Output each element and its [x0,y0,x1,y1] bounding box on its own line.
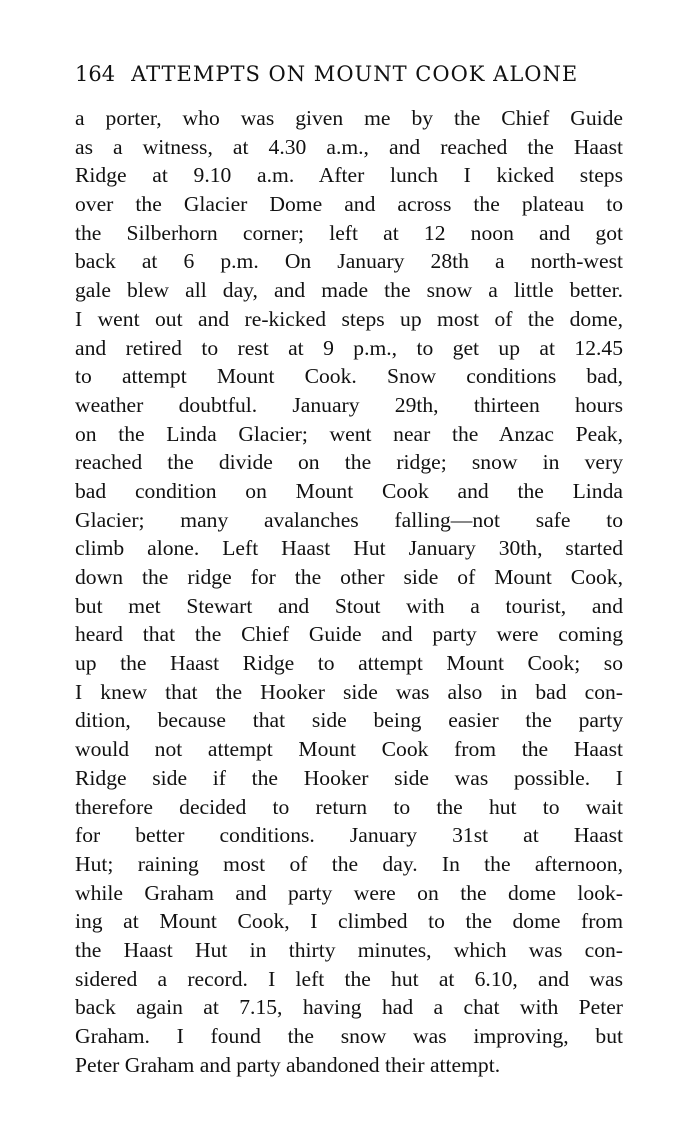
text-line: sidered a record. I left the hut at 6.10, and was [75,966,623,991]
text-line: over the Glacier Dome and across the plateau to [75,192,623,217]
text-line: Peter Graham and party abandoned their attempt. [75,1052,501,1077]
text-line: while Graham and party were on the dome look- [75,880,623,905]
text-line: ing at Mount Cook, I climbed to the dome from [75,909,623,934]
text-line: Glacier; many avalanches falling—not safe to [75,507,623,532]
text-line: on the Linda Glacier; went near the Anzac Peak, [75,421,623,446]
text-line: climb alone. Left Haast Hut January 30th, started [75,536,623,561]
text-line: up the Haast Ridge to attempt Mount Cook; so [75,651,623,676]
text-line: Graham. I found the snow was improving, but [75,1024,623,1048]
text-line: Ridge at 9.10 a.m. After lunch I kicked steps [75,163,623,188]
text-line: the Haast Hut in thirty minutes, which was con- [75,937,623,962]
body-text [75,104,623,1079]
text-line: I knew that the Hooker side was also in bad con- [75,679,623,704]
text-line: to attempt Mount Cook. Snow conditions bad, [75,364,623,389]
running-title: ATTEMPTS ON MOUNT COOK ALONE [131,62,579,86]
text-line: Ridge side if the Hooker side was possible. I [75,765,623,790]
text-line: the Silberhorn corner; left at 12 noon and got [75,220,623,245]
text-line: for better conditions. January 31st at Haast [75,823,623,848]
running-header [75,62,623,86]
text-line: reached the divide on the ridge; snow in very [75,450,623,475]
text-line: I went out and re-kicked steps up most of the dome, [75,306,623,331]
page-number: 164 [75,62,116,86]
text-line: back at 6 p.m. On January 28th a north-west [75,249,623,274]
text-line: and retired to rest at 9 p.m., to get up at 12.45 [75,335,623,360]
text-line: gale blew all day, and made the snow a little better. [75,278,623,303]
text-line: therefore decided to return to the hut to wait [75,794,623,819]
text-line: Hut; raining most of the day. In the afternoon, [75,851,623,876]
text-line: weather doubtful. January 29th, thirteen hours [75,392,623,417]
text-line: dition, because that side being easier the party [75,708,623,733]
text-line: back again at 7.15, having had a chat with Peter [75,995,623,1020]
text-line: as a witness, at 4.30 a.m., and reached the Haast [75,134,623,159]
text-line: heard that the Chief Guide and party were coming [75,622,623,647]
text-line: down the ridge for the other side of Mount Cook, [75,565,623,589]
text-line: but met Stewart and Stout with a tourist, and [75,593,623,618]
text-line: a porter, who was given me by the Chief Guide [75,106,623,130]
text-line: would not attempt Mount Cook from the Haast [75,737,623,762]
text-line: bad condition on Mount Cook and the Linda [75,478,623,503]
